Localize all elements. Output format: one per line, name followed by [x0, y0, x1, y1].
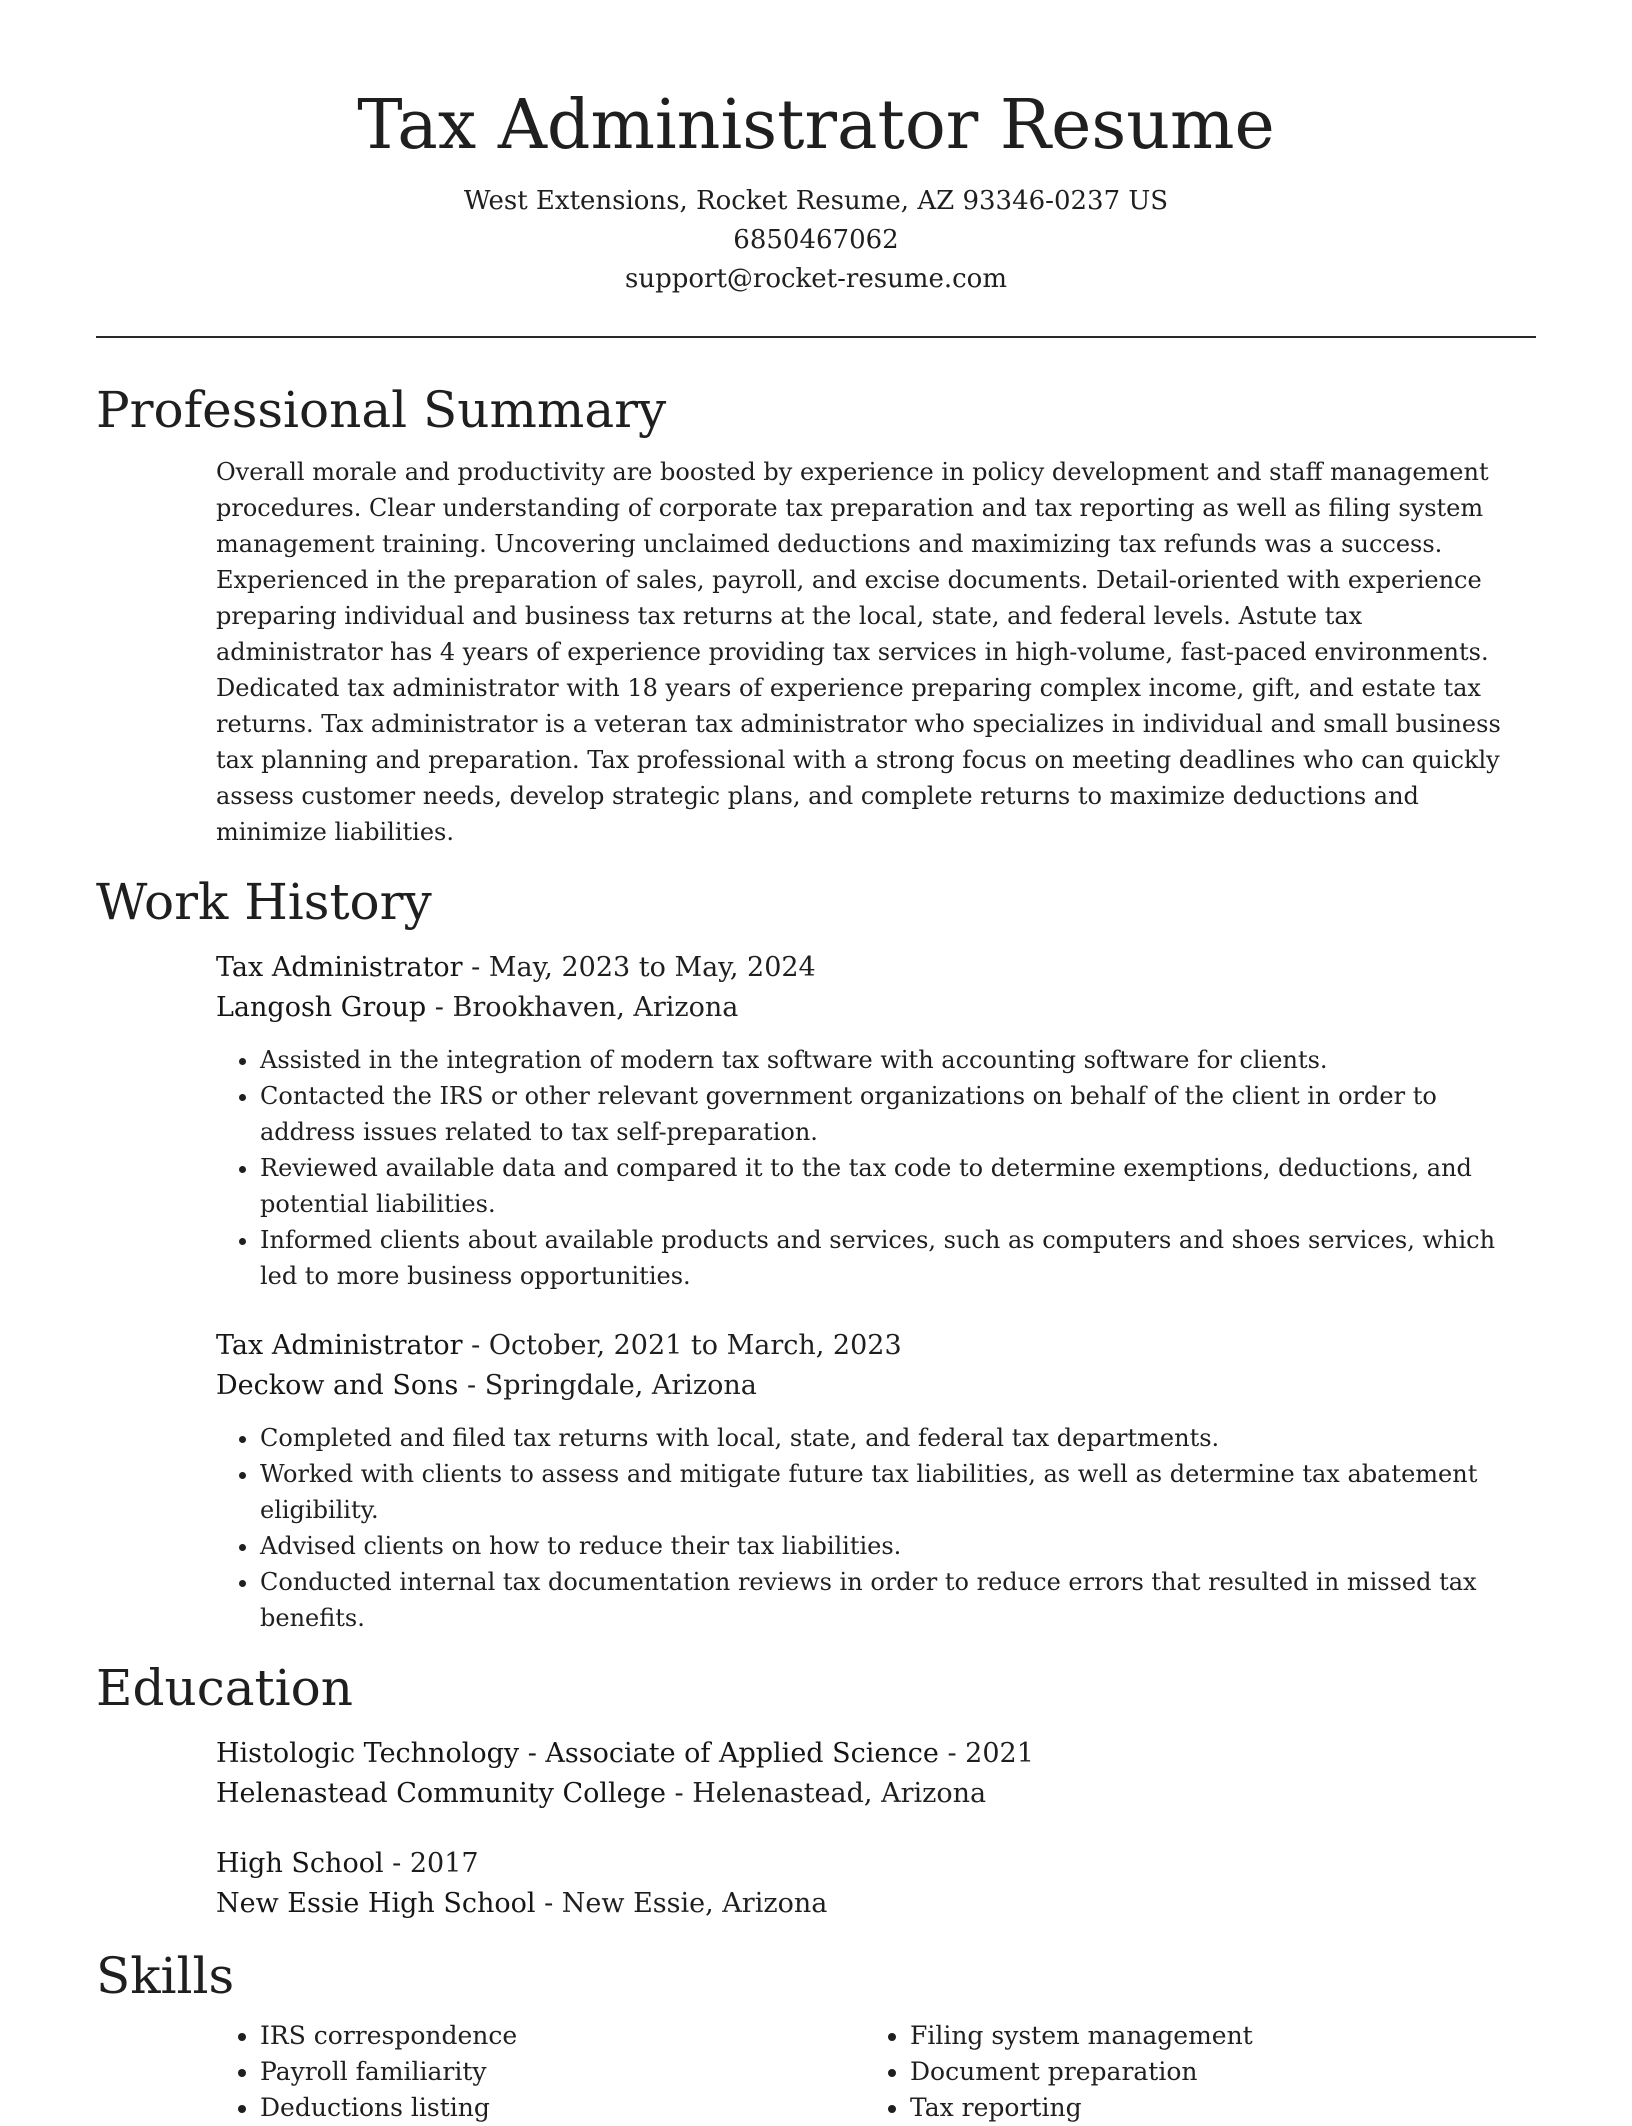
summary-text: Overall morale and productivity are boosted by experience in policy development and staff management procedures. Clear understanding of corporate tax preparation and tax reporting as well as filing system management training. Uncovering unclaimed deductions and maximizing tax refunds was a success. Experienced in the preparation of sales, payroll, and excise documents. Detail-oriented with experience preparing individual and business tax returns at the local, state, and federal levels. Astute tax administrator has 4 years of experience providing tax services in high-volume, fast-paced environments. Dedicated tax administrator with 18 years of experience preparing complex income, gift, and estate tax returns. Tax administrator is a veteran tax administrator who specializes in individual and small business tax planning and preparation. Tax professional with a strong focus on meeting deadlines who can quickly assess customer needs, develop strategic plans, and complete returns to maximize deductions and minimize liabilities. [216, 458, 1501, 846]
job-company: Deckow and Sons [216, 1370, 459, 1401]
contact-email: support@rocket-resume.com [624, 264, 1007, 294]
skills-title: Skills [96, 1947, 235, 2005]
education-school: Helenastead Community College [216, 1778, 666, 1809]
skill-item: • Tax reporting [910, 2090, 1516, 2126]
education-school: New Essie High School [216, 1888, 536, 1919]
skill-item: • Payroll familiarity [260, 2054, 866, 2090]
skill-item: • Filing system management [910, 2018, 1516, 2054]
job-bullet: • Advised clients on how to reduce their tax liabilities. [260, 1528, 1536, 1564]
skills-list-left [216, 2018, 866, 2126]
job-title-line [216, 948, 1536, 988]
summary-section [96, 376, 1536, 850]
job-position: Tax Administrator [216, 952, 463, 983]
work-title: Work History [96, 873, 432, 931]
education-degree-line [216, 1844, 1536, 1884]
job-dates: - May, 2023 to May, 2024 [462, 952, 816, 983]
education-school-line [216, 1774, 1536, 1814]
education-degree: High School [216, 1848, 384, 1879]
job-position: Tax Administrator [216, 1330, 463, 1361]
job-bullet: • Completed and filed tax returns with local, state, and federal tax departments. [260, 1420, 1536, 1456]
job-bullets [216, 1420, 1536, 1636]
job-entry [216, 948, 1536, 1294]
job-bullet: • Informed clients about available products and services, such as computers and shoes services, which led to more business opportunities. [260, 1222, 1536, 1294]
job-company-line [216, 988, 1536, 1028]
skills-columns [216, 2018, 1536, 2126]
header-divider [96, 336, 1536, 338]
skill-item: • Deductions listing [260, 2090, 866, 2126]
education-degree-line [216, 1734, 1536, 1774]
job-bullets [216, 1042, 1536, 1294]
education-entry [216, 1734, 1536, 1814]
education-year: - 2017 [383, 1848, 479, 1879]
education-section [96, 1654, 1536, 1924]
education-title: Education [96, 1659, 353, 1717]
resume-page [96, 0, 1536, 2126]
skills-section [96, 1942, 1536, 2126]
job-bullet: • Reviewed available data and compared it to the tax code to determine exemptions, deductions, and potential liabilities. [260, 1150, 1536, 1222]
skills-column-right [866, 2018, 1516, 2126]
education-year: - 2021 [938, 1738, 1034, 1769]
job-bullet: • Worked with clients to assess and mitigate future tax liabilities, as well as determine tax abatement eligibility. [260, 1456, 1536, 1528]
skills-column-left [216, 2018, 866, 2126]
education-entry [216, 1844, 1536, 1924]
education-location: - Helenastead, Arizona [665, 1778, 987, 1809]
resume-name: Tax Administrator Resume [357, 86, 1275, 165]
skill-item: • IRS correspondence [260, 2018, 866, 2054]
resume-header [96, 0, 1536, 299]
work-section [96, 868, 1536, 1636]
job-company: Langosh Group [216, 992, 427, 1023]
job-company-line [216, 1366, 1536, 1406]
summary-body [216, 454, 1536, 850]
job-bullet: • Conducted internal tax documentation reviews in order to reduce errors that resulted in missed tax benefits. [260, 1564, 1536, 1636]
skills-list-right [866, 2018, 1516, 2126]
contact-address: West Extensions, Rocket Resume, AZ 93346-0237 US [463, 186, 1169, 216]
job-dates: - October, 2021 to March, 2023 [462, 1330, 902, 1361]
job-location: - Brookhaven, Arizona [426, 992, 739, 1023]
contact-block [96, 182, 1536, 299]
job-location: - Springdale, Arizona [458, 1370, 757, 1401]
skill-item: • Document preparation [910, 2054, 1516, 2090]
job-bullet: • Contacted the IRS or other relevant government organizations on behalf of the client in order to address issues related to tax self-preparation. [260, 1078, 1536, 1150]
education-location: - New Essie, Arizona [535, 1888, 828, 1919]
summary-title: Professional Summary [96, 381, 667, 439]
job-bullet: • Assisted in the integration of modern tax software with accounting software for clients. [260, 1042, 1536, 1078]
contact-phone: 6850467062 [733, 225, 899, 255]
job-entry [216, 1326, 1536, 1636]
education-degree: Histologic Technology - Associate of Applied Science [216, 1738, 939, 1769]
job-title-line [216, 1326, 1536, 1366]
education-school-line [216, 1884, 1536, 1924]
